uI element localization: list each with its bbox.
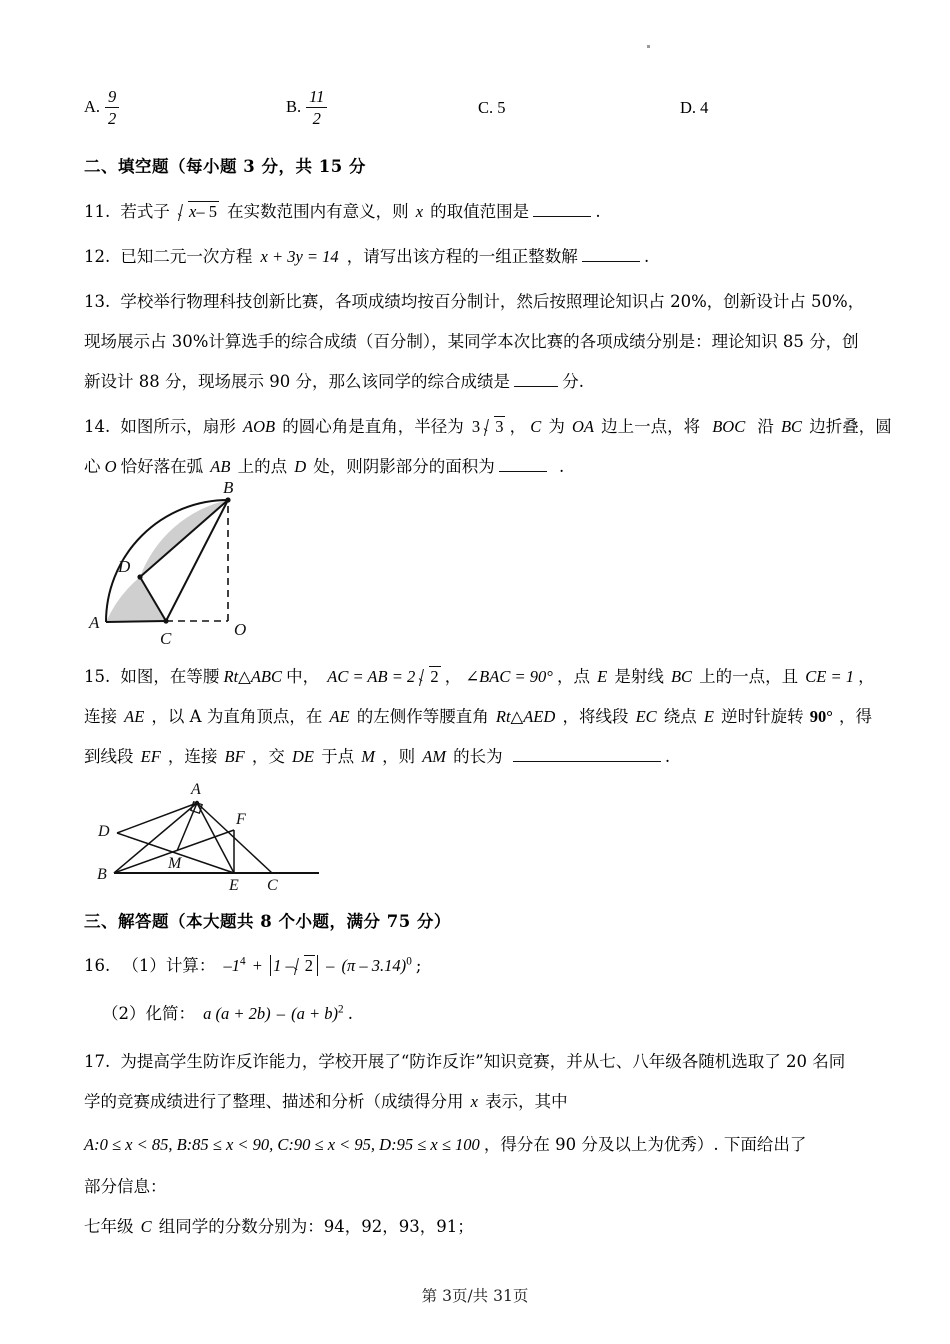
question-13-line-2	[84, 328, 859, 352]
q16-p2-minus: –	[276, 1004, 285, 1023]
fraction-bar	[105, 107, 119, 108]
q15-eq-ac-ab: AC = AB = 2	[327, 667, 416, 686]
q17-text-line4: 部分信息：	[84, 1177, 167, 1196]
q11-number: 11.	[84, 202, 111, 221]
q15-radical-2	[419, 666, 440, 687]
question-17-line-1	[84, 1048, 845, 1072]
q17-group-c-label: C	[140, 1217, 152, 1236]
q14-label-b: B	[223, 478, 234, 497]
q11-radicand-var: x	[189, 202, 197, 221]
option-a[interactable]	[84, 88, 119, 127]
q16-p1-minus: –	[326, 956, 335, 975]
q15-text-l3b: ，连接	[167, 747, 218, 766]
q16-p1-term-1: $-1^4$	[223, 955, 246, 975]
q11-variable: x	[415, 202, 424, 221]
q15-point-m: M	[361, 747, 375, 766]
question-14-figure	[84, 478, 324, 648]
question-15-figure	[84, 778, 334, 893]
q12-period: .	[644, 247, 650, 266]
q15-text-l2b: ，以 A 为直角顶点，在	[151, 707, 323, 726]
option-b-fraction	[306, 88, 327, 127]
question-13-line-1	[84, 288, 864, 312]
q15-segment-bf: BF	[224, 747, 245, 766]
q15-vertex-a	[195, 801, 199, 805]
q14-sector-label: AOB	[243, 417, 276, 436]
q16-p1-label: （1）计算：	[122, 956, 216, 975]
q16-p1-paren-term: (π – 3.14)$^0$	[341, 955, 412, 975]
q15-text-l2e: 绕点	[663, 707, 697, 726]
q14-label-d: D	[118, 557, 131, 576]
q14-text-d: 为	[548, 417, 565, 436]
q14-chord-db	[140, 500, 228, 577]
q14-triangle-boc: BOC	[712, 417, 746, 436]
q15-text-l2f: 逆时针旋转	[721, 707, 804, 726]
question-15-line-1	[84, 663, 875, 687]
q15-text-l2d: ，将线段	[562, 707, 629, 726]
question-12	[84, 243, 649, 267]
q14-point-c: C	[530, 417, 542, 436]
q14-figure-svg	[84, 478, 324, 648]
q16-p2-expr-c: $(a + b)^2$	[291, 1003, 344, 1023]
q16-p1-absolute-value	[270, 955, 318, 976]
q14-vertex-d	[137, 574, 142, 579]
q14-label-o: O	[234, 620, 247, 639]
q15-text-d: ，点	[556, 667, 590, 686]
q14-label-c: C	[160, 629, 172, 648]
q17-text-line5a: 七年级	[84, 1217, 134, 1236]
q15-segment-ec: EC	[635, 707, 657, 726]
question-16-part-2	[102, 1000, 353, 1024]
question-17-line-3	[84, 1131, 806, 1155]
q14-point-d: D	[294, 457, 307, 476]
option-b-numerator: 11	[309, 87, 325, 106]
q15-angle-bac: ∠BAC = 90°	[465, 667, 553, 686]
q15-text-b: 中，	[286, 667, 320, 686]
q11-radical	[178, 201, 219, 222]
q14-center-o: O	[104, 457, 117, 476]
question-17-line-5	[84, 1213, 474, 1237]
option-c-label: C. 5	[478, 98, 506, 117]
q15-number: 15.	[84, 667, 111, 686]
q14-segment-oa: OA	[571, 417, 594, 436]
option-d[interactable]	[680, 98, 708, 118]
q13-text-line3a: 新设计 88 分，现场展示 90 分，那么该同学的综合成绩是	[84, 372, 510, 391]
q15-segment-de: DE	[291, 747, 314, 766]
q15-comma-2: ，	[858, 667, 875, 686]
q17-text-line2a: 学的竞赛成绩进行了整理、描述和分析（成绩得分用	[84, 1092, 464, 1111]
q14-vertex-c	[163, 618, 168, 623]
q16-p1-abs-radical: 2	[294, 955, 315, 976]
q15-label-b: B	[97, 866, 107, 883]
question-17-line-4	[84, 1173, 167, 1197]
fraction-bar	[306, 107, 327, 108]
option-a-label: A.	[84, 97, 101, 117]
q16-p2-label: （2）化简：	[102, 1004, 195, 1023]
q15-triangle-aed: Rt△AED	[495, 707, 556, 726]
q12-text-1: 已知二元一次方程	[120, 247, 253, 266]
q14-answer-blank[interactable]	[499, 471, 547, 472]
q14-text-l2c: 上的点	[237, 457, 288, 476]
q15-text-f: 上的一点，且	[699, 667, 799, 686]
q15-label-e: E	[229, 877, 239, 893]
q14-radius-radical	[484, 416, 505, 437]
q14-segment-ac	[106, 621, 166, 622]
q14-radius-coef: 3	[471, 417, 481, 436]
q17-text-line2b: 表示，其中	[485, 1092, 568, 1111]
q15-label-f: F	[236, 811, 246, 828]
q17-text-line3b: ，得分在 90 分及以上为优秀）. 下面给出了	[483, 1135, 807, 1154]
option-a-fraction	[105, 88, 119, 127]
question-14-line-2	[84, 453, 564, 477]
q15-label-m: M	[168, 855, 182, 872]
q17-number: 17.	[84, 1052, 111, 1071]
q11-answer-blank[interactable]	[533, 216, 591, 217]
q15-text-l2c: 的左侧作等腰直角	[356, 707, 489, 726]
question-15-line-3	[84, 743, 670, 767]
q15-triangle-abc: Rt△ABC	[223, 667, 283, 686]
q15-text-l3d: 于点	[321, 747, 355, 766]
q11-radicand-rest: – 5	[196, 202, 217, 221]
option-d-label: D. 4	[680, 98, 709, 117]
page-artifact-dot	[647, 45, 650, 48]
q14-text-e: 边上一点，将	[601, 417, 701, 436]
q16-p1-semicolon: ;	[415, 956, 422, 975]
q13-text-line2: 现场展示占 30%计算选手的综合成绩（百分制），某同学本次比赛的各项成绩分别是：理论知识 85 分，创	[84, 332, 859, 351]
q15-text-l3a: 到线段	[84, 747, 134, 766]
q14-text-l2b: 恰好落在弧	[120, 457, 204, 476]
q15-ce-value: CE = 1	[805, 667, 854, 686]
q15-text-l2g: ，得	[838, 707, 872, 726]
q16-number: 16.	[84, 956, 111, 975]
q15-point-e: E	[597, 667, 608, 686]
q15-text-a: 如图，在等腰	[120, 667, 220, 686]
q11-text-1: 若式子	[120, 202, 170, 221]
option-a-numerator: 9	[108, 87, 117, 106]
option-b[interactable]	[286, 88, 327, 127]
q15-comma-1: ，	[444, 667, 462, 686]
q14-segment-bc: BC	[780, 417, 803, 436]
q15-label-a: A	[191, 781, 201, 798]
q17-text-line1: 为提高学生防诈反诈能力，学校开展了“防诈反诈”知识竞赛，并从七、八年级各随机选取了 20 名同	[120, 1052, 846, 1071]
q15-rotation-angle: 90°	[809, 707, 833, 726]
q13-answer-blank[interactable]	[514, 386, 558, 387]
q15-answer-blank[interactable]	[513, 761, 661, 762]
question-13-line-3	[84, 368, 584, 392]
question-16-part-1	[84, 952, 421, 976]
q14-vertex-b	[225, 497, 230, 502]
q15-segment-ef: EF	[140, 747, 161, 766]
option-b-label: B.	[286, 97, 302, 117]
q14-radicand: 3	[495, 417, 504, 436]
q16-p1-plus: +	[252, 956, 263, 975]
q17-text-line5b: 组同学的分数分别为：94，92，93，91；	[158, 1217, 474, 1236]
q15-period: .	[664, 747, 671, 766]
q15-ray-bc: BC	[670, 667, 693, 686]
question-17-line-2	[84, 1088, 568, 1112]
q12-number: 12.	[84, 247, 111, 266]
q15-point-e-2: E	[703, 707, 714, 726]
q11-text-2: 在实数范围内有意义，则	[227, 202, 409, 221]
q15-text-l3c: ，交	[251, 747, 285, 766]
q14-period: .	[559, 457, 565, 476]
q15-text-e: 是射线	[614, 667, 664, 686]
q11-text-3: 的取值范围是	[430, 202, 530, 221]
q16-p2-expr-b: (a + 2b)	[215, 1004, 271, 1023]
q14-label-a: A	[89, 613, 100, 632]
question-15-line-2	[84, 703, 872, 727]
q14-text-l2a: 心	[84, 457, 101, 476]
q14-text-l2d: 处，则阴影部分的面积为	[313, 457, 495, 476]
q15-radicand: 2	[430, 667, 439, 686]
q15-segment-ae-2: AE	[329, 707, 350, 726]
q14-text-f: 沿	[757, 417, 774, 436]
q14-arc-ab: AB	[210, 457, 231, 476]
q15-segment-ad	[117, 803, 197, 833]
q11-period: .	[595, 202, 601, 221]
q13-number: 13.	[84, 292, 111, 311]
option-c[interactable]	[478, 98, 506, 118]
option-b-denominator: 2	[312, 108, 321, 128]
q13-text-line3b: 分.	[562, 372, 584, 391]
q12-text-2: ，请写出该方程的一组正整数解	[346, 247, 578, 266]
answer-options-row	[84, 88, 874, 134]
q16-p2-expr-a: a	[203, 1004, 212, 1023]
section-3-heading: 三、解答题（本大题共 8 个小题，满分 75 分）	[84, 912, 451, 931]
q15-text-l3f: 的长为	[453, 747, 503, 766]
q14-number: 14.	[84, 417, 111, 436]
section-2-heading: 二、填空题（每小题 3 分，共 15 分	[84, 157, 366, 176]
option-a-denominator: 2	[108, 108, 117, 128]
q15-text-l3e: ，则	[382, 747, 416, 766]
q15-segment-ab	[114, 803, 197, 873]
q13-text-line1: 学校举行物理科技创新比赛，各项成绩均按百分制计，然后按照理论知识占 20%，创新设计占 50%，	[120, 292, 865, 311]
question-11	[84, 198, 601, 222]
q15-text-l2a: 连接	[84, 707, 117, 726]
q14-text-g: 边折叠，圆	[809, 417, 892, 436]
q16-p2-period: .	[347, 1004, 353, 1023]
q15-segment-am: AM	[422, 747, 447, 766]
q12-answer-blank[interactable]	[582, 261, 640, 262]
q14-comma-1: ，	[509, 417, 527, 436]
q15-label-d: D	[98, 823, 110, 840]
q12-equation: x + 3y = 14	[260, 247, 339, 266]
q15-figure-svg	[84, 778, 334, 893]
q14-text-b: 的圆心角是直角，半径为	[282, 417, 464, 436]
page-footer: 第 3页/共 31页	[421, 1287, 529, 1305]
q17-score-variable: x	[470, 1092, 478, 1111]
q14-text-a: 如图所示，扇形	[120, 417, 236, 436]
q17-score-ranges: A:0 ≤ x < 85, B:85 ≤ x < 90, C:90 ≤ x < 95, D:95 ≤ x ≤ 100	[84, 1135, 480, 1154]
q14-shaded-region-adc	[106, 577, 166, 622]
q15-segment-ae: AE	[124, 707, 145, 726]
question-14-line-1	[84, 413, 892, 437]
q16-p1-abs-a: 1 –	[273, 956, 294, 975]
q15-label-c: C	[267, 877, 278, 893]
